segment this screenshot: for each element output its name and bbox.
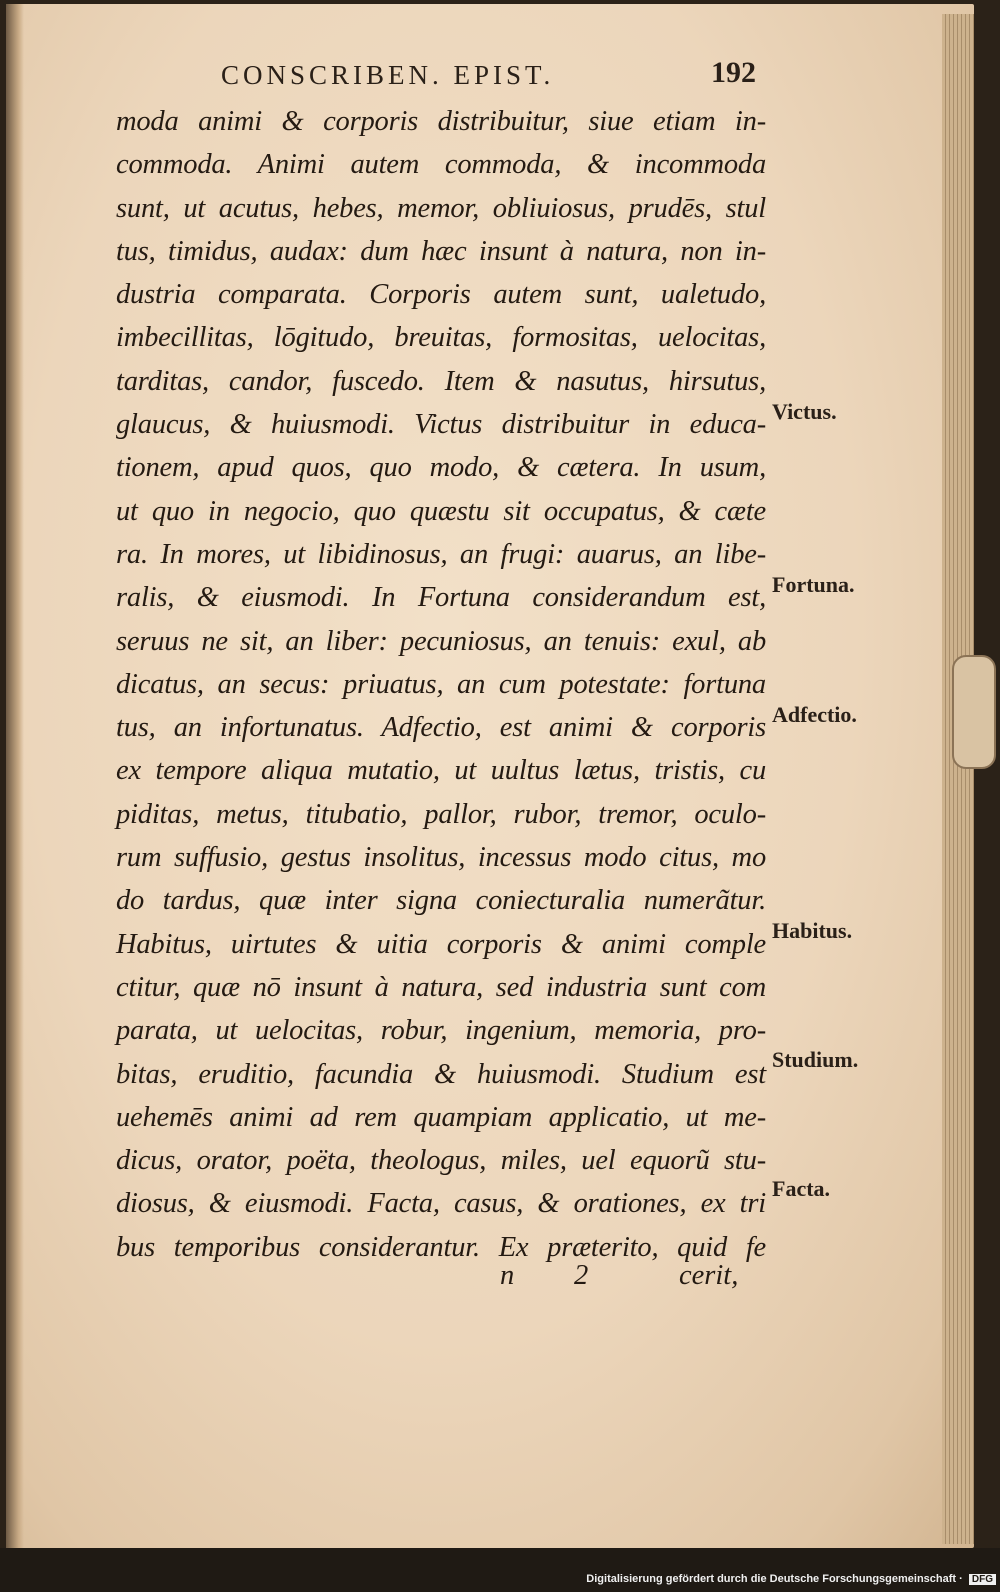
text-line: imbecillitas, lōgitudo, breuitas, formositas, uelocitas, — [116, 322, 766, 354]
text-line: do tardus, quæ inter signa conieсturalia numerãtur. — [116, 885, 766, 917]
dfg-logo: DFG — [969, 1574, 996, 1585]
text-line: uehemēs animi ad rem quampiam applicatio, ut me- — [116, 1101, 766, 1133]
page-edges — [942, 14, 974, 1544]
footer-credit-text: Digitalisierung gefördert durch die Deutsche Forschungsgemeinschaft — [586, 1573, 957, 1585]
marginal-note-victus: Victus. — [772, 399, 837, 424]
text-line: Habitus, uirtutes & uitia corporis & animi comple — [116, 928, 766, 960]
text-line: tarditas, candor, fuscedo. Item & nasutus, hirsutus, — [116, 365, 766, 397]
text-line: moda animi & corporis distribuitur, siue etiam in- — [116, 106, 766, 137]
text-line: dustria comparata. Corporis autem sunt, ualetudo, — [116, 279, 766, 311]
marginal-note-facta: Facta. — [772, 1176, 831, 1201]
text-line: tus, an infortunatus. Adfectio, est animi & corporis — [116, 712, 766, 744]
text-line: rum suffusio, gestus insolitus, incessus modo citus, mo — [116, 842, 766, 874]
text-line: ra. In mores, ut libidinosus, an frugi: auarus, an libe- — [116, 538, 766, 570]
signature-number: 2 — [574, 1260, 589, 1291]
text-line: parata, ut uelocitas, robur, ingenium, memoria, pro- — [116, 1015, 766, 1047]
text-line: tionem, apud quos, quo modo, & cætera. In usum, — [116, 452, 766, 484]
marginal-note-habitus: Habitus. — [772, 918, 853, 943]
marginal-note-studium: Studium. — [772, 1047, 859, 1072]
text-line: seruus ne sit, an liber: pecuniosus, an tenuis: exul, ab — [116, 625, 766, 657]
text-line: bitas, eruditio, facundia & huiusmodi. Studium est — [116, 1058, 766, 1090]
book-page — [6, 4, 974, 1548]
page-gutter — [6, 4, 24, 1548]
text-line: dicatus, an secus: priuatus, an cum potestate: fortuna — [116, 668, 766, 700]
signature-letter: n — [500, 1260, 515, 1291]
text-line: commoda. Animi autem commoda, & incommoda — [116, 149, 766, 181]
catchword: cerit, — [679, 1260, 739, 1291]
text-line: bus temporibus considerantur. Ex præterito, quid fe — [116, 1231, 766, 1263]
marginal-note-adfectio: Adfectio. — [772, 702, 857, 727]
text-line: dicus, orator, poëta, theologus, miles, uel equorũ stu- — [116, 1145, 766, 1177]
text-line: ralis, & eiusmodi. In Fortuna considerandum est, — [116, 582, 766, 614]
marginal-note-fortuna: Fortuna. — [772, 572, 855, 597]
text-line: glaucus, & huiusmodi. Victus distribuitur in educa- — [116, 409, 766, 441]
page-tab-marker — [952, 655, 996, 769]
body-text — [116, 100, 766, 1269]
text-line: tus, timidus, audax: dum hæc insunt à natura, non in- — [116, 235, 766, 267]
text-line: diosus, & eiusmodi. Facta, casus, & orationes, ex tri — [116, 1188, 766, 1220]
viewer-bottom-bar — [0, 1548, 1000, 1592]
running-title: CONSCRIBEN. EPIST. — [221, 60, 555, 90]
text-line: sunt, ut acutus, hebes, memor, obliuiosus, prudēs, stul — [116, 192, 766, 224]
text-line: piditas, metus, titubatio, pallor, rubor, tremor, oculo- — [116, 798, 766, 830]
footer-credit: Digitalisierung gefördert durch die Deutsche Forschungsgemeinschaft · DFG — [586, 1573, 996, 1585]
text-line: ctitur, quæ nō insunt à natura, sed industria sunt com — [116, 971, 766, 1003]
text-line: ut quo in negocio, quo quæstu sit occupatus, & cæte — [116, 495, 766, 527]
page-header — [6, 56, 974, 96]
text-line: ex tempore aliqua mutatio, ut uultus lætus, tristis, cu — [116, 755, 766, 787]
folio-number: 192 — [711, 56, 756, 89]
